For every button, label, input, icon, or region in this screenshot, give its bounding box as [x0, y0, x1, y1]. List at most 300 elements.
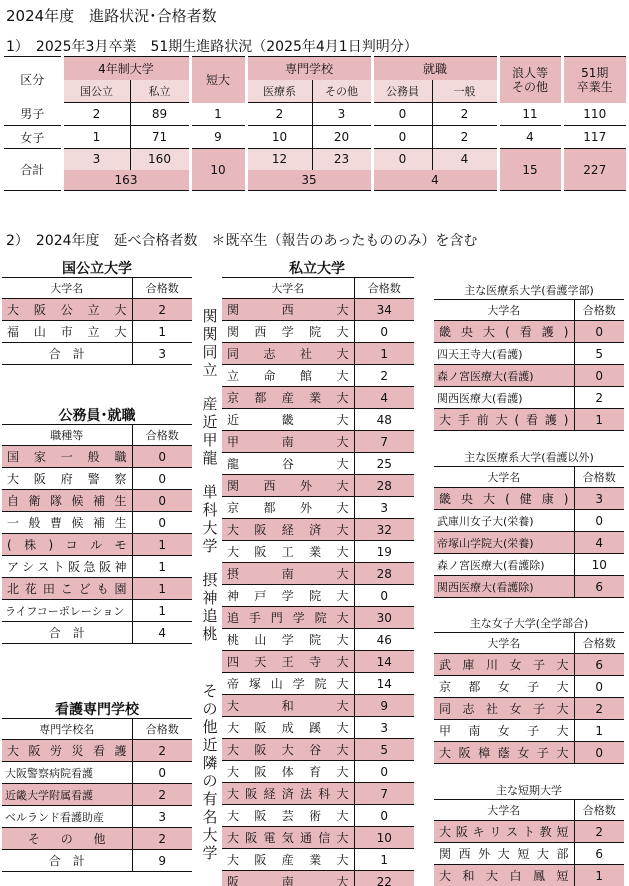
cell: 2: [62, 103, 130, 126]
komuin-title: 公務員･就職: [58, 408, 136, 424]
row-num: 5: [574, 343, 624, 365]
group-label: [198, 651, 222, 886]
row-name: 大阪芸術大: [222, 805, 354, 827]
table-row: [434, 387, 624, 409]
tandai-table: [434, 799, 624, 886]
table-row: [198, 409, 414, 431]
row-name: 帝塚山学院大: [222, 673, 354, 695]
table-row: [198, 849, 414, 871]
row-name: 甲南女子大: [434, 720, 574, 742]
row-name: 大阪キリスト教短: [434, 821, 574, 843]
row-name: 関西医療大(看護): [434, 387, 574, 409]
table-row: [434, 488, 624, 510]
row-num: 3: [354, 497, 414, 519]
row-num: 0: [132, 762, 192, 784]
group-label-char: そ: [202, 681, 218, 700]
col-header: 合格数: [574, 300, 624, 321]
row-num: 3: [574, 488, 624, 510]
table-row: [434, 554, 624, 576]
col-header: 大学名: [434, 300, 574, 321]
col-header: 職種等: [2, 425, 132, 446]
cell: 2: [432, 126, 498, 149]
table-row: [2, 446, 192, 468]
kango-title: 看護専門学校: [55, 702, 139, 718]
row-name: 一般曹候補生: [2, 512, 132, 534]
row-name: 大阪体育大: [222, 761, 354, 783]
joshi-table: [434, 632, 624, 764]
cell: 1: [62, 126, 130, 149]
group-label-char: 他: [202, 717, 218, 736]
table-row: [2, 762, 192, 784]
row-name: 森ノ宮医療大(看護除): [434, 554, 574, 576]
shiritsu-title: 私立大学: [289, 261, 345, 277]
group-label-char: の: [202, 699, 218, 718]
row-name: 大手前大(看護): [434, 409, 574, 431]
row-num: 6: [574, 576, 624, 598]
table-row: [2, 600, 192, 622]
col-header: 合格数: [574, 800, 624, 821]
row-name: 近畿大学附属看護: [2, 784, 132, 806]
row-num: 1: [132, 556, 192, 578]
kokko-title: 国公立大学: [62, 261, 132, 277]
table-row: [198, 453, 414, 475]
row-name: 大阪公立大: [2, 299, 132, 321]
group-label: [198, 475, 222, 563]
table-row: [198, 695, 414, 717]
row-label: 男子: [4, 103, 62, 126]
table-row: [198, 519, 414, 541]
iryo-kango-table: [434, 299, 624, 431]
group-label-char: 単: [202, 482, 218, 501]
table-row: [2, 490, 192, 512]
row-num: 1: [132, 578, 192, 600]
col-header: 大学名: [434, 467, 574, 488]
row-name: 大阪経済法科大: [222, 783, 354, 805]
total-label: 合 計: [2, 850, 132, 872]
row-name: 大阪樟蔭女子大: [434, 742, 574, 764]
group-label-char: 近: [202, 412, 218, 431]
table-row: [434, 576, 624, 598]
col-header: 大学名: [434, 633, 574, 654]
row-name: 大和大白鳳短: [434, 865, 574, 886]
table-row: [198, 739, 414, 761]
row-name: 大阪府警察: [2, 468, 132, 490]
table-row: [198, 343, 414, 365]
table-row: [198, 827, 414, 849]
row-name: 京都外大: [222, 497, 354, 519]
col-header: 合格数: [132, 278, 192, 299]
row-name: 大阪工業大: [222, 541, 354, 563]
col-header: 大学名: [2, 278, 132, 299]
row-name: 甲南大: [222, 431, 354, 453]
group-label-char: 産: [202, 394, 218, 413]
row-num: 19: [354, 541, 414, 563]
table-row: [2, 806, 192, 828]
table-row: [434, 821, 624, 843]
table-total: [2, 343, 192, 365]
table-row: [434, 365, 624, 387]
kango-table: [2, 718, 192, 872]
cell: 10: [246, 126, 312, 149]
joshi-title: 主な女子大学(全学部合): [469, 617, 589, 630]
col-header: 合格数: [574, 467, 624, 488]
col-header: 専門学校名: [2, 719, 132, 740]
cell: 71: [130, 126, 190, 149]
row-name: 同志社大: [222, 343, 354, 365]
header-ronin-1: 浪人等: [511, 65, 548, 80]
table-row: [434, 654, 624, 676]
summary-row-female: [4, 126, 626, 149]
table-row: [198, 387, 414, 409]
header-shiritsu: 私立: [130, 80, 190, 103]
row-num: 14: [354, 651, 414, 673]
row-num: 0: [574, 510, 624, 532]
row-num: 1: [354, 343, 414, 365]
table-row: [2, 740, 192, 762]
header-sonota: その他: [312, 80, 372, 103]
table-row: [198, 871, 414, 886]
table-row: [2, 299, 192, 321]
row-name: 自衛隊候補生: [2, 490, 132, 512]
group-label-char: 甲: [202, 430, 218, 449]
header-ronin-2: その他: [511, 79, 548, 94]
row-num: 25: [354, 453, 414, 475]
row-name: (株)コルモ: [2, 534, 132, 556]
table-row: [434, 742, 624, 764]
row-num: 48: [354, 409, 414, 431]
row-name: 同志社女子大: [434, 698, 574, 720]
cell: 9: [190, 126, 246, 149]
row-name: 大阪成蹊大: [222, 717, 354, 739]
col-header: 合格数: [132, 425, 192, 446]
table-row: [198, 321, 414, 343]
row-name: 阪南大: [222, 871, 354, 886]
row-name: ベルランド看護助産: [2, 806, 132, 828]
total-num: 3: [132, 343, 192, 365]
row-num: 1: [132, 600, 192, 622]
shiritsu-block: [198, 277, 414, 886]
row-num: 2: [574, 821, 624, 843]
cell: 0: [372, 103, 432, 126]
row-name: 桃山学院大: [222, 629, 354, 651]
row-num: 7: [354, 783, 414, 805]
row-name: 大阪警察病院看護: [2, 762, 132, 784]
header-shushoku: 就職: [372, 57, 498, 80]
table-row: [198, 651, 414, 673]
row-name: 武庫川女子大(栄養): [434, 510, 574, 532]
table-row: [198, 607, 414, 629]
group-label: [198, 563, 222, 651]
total-label: 合 計: [2, 622, 132, 644]
row-num: 3: [132, 806, 192, 828]
cell: 23: [312, 149, 372, 170]
table-row: [198, 673, 414, 695]
row-num: 1: [574, 409, 624, 431]
row-name: 北花田こども園: [2, 578, 132, 600]
row-name: 関西学院大: [222, 321, 354, 343]
header-ippan: 一般: [432, 80, 498, 103]
table-row: [434, 843, 624, 865]
group-label-char: 桃: [202, 624, 218, 643]
group-label-char: 龍: [202, 448, 218, 467]
row-name: 国家一般職: [2, 446, 132, 468]
table-row: [434, 409, 624, 431]
cell: 160: [130, 149, 190, 170]
row-num: 0: [132, 512, 192, 534]
row-num: 7: [354, 431, 414, 453]
row-name: 大阪大谷大: [222, 739, 354, 761]
row-num: 9: [354, 695, 414, 717]
total-num: 4: [132, 622, 192, 644]
page-title: 2024年度 進路状況･合格者数: [6, 7, 217, 25]
row-label: 女子: [4, 126, 62, 149]
row-num: 10: [354, 827, 414, 849]
row-num: 22: [354, 871, 414, 886]
row-name: 龍谷大: [222, 453, 354, 475]
table-row: [2, 556, 192, 578]
row-num: 2: [574, 387, 624, 409]
row-num: 0: [574, 742, 624, 764]
col-header: 合格数: [354, 278, 414, 299]
cell: 110: [562, 103, 626, 126]
row-num: 32: [354, 519, 414, 541]
row-name: その他: [2, 828, 132, 850]
header-kokuritsu: 国公立: [62, 80, 130, 103]
row-num: 0: [574, 676, 624, 698]
iryo-other-title: 主な医療系大学(看護以外): [464, 451, 594, 464]
table-row: [198, 431, 414, 453]
cell: 35: [246, 170, 372, 191]
cell: 10: [190, 149, 246, 191]
cell: 2: [246, 103, 312, 126]
cell: 20: [312, 126, 372, 149]
cell: 2: [432, 103, 498, 126]
cell: 0: [372, 126, 432, 149]
total-num: 9: [132, 850, 192, 872]
table-row: [198, 563, 414, 585]
table-row: [2, 512, 192, 534]
komuin-table: [2, 424, 192, 644]
cell: 3: [62, 149, 130, 170]
table-row: [2, 828, 192, 850]
cell: 4: [498, 126, 562, 149]
col-header: 合格数: [132, 719, 192, 740]
header-komu: 公務員: [372, 80, 432, 103]
group-label-char: 近: [202, 735, 218, 754]
table-row: [198, 299, 414, 321]
row-name: 武庫川女子大: [434, 654, 574, 676]
row-num: 1: [132, 321, 192, 343]
row-num: 28: [354, 563, 414, 585]
group-label-char: の: [202, 771, 218, 790]
group-label-char: 大: [202, 825, 218, 844]
table-row: [198, 783, 414, 805]
row-num: 2: [574, 698, 624, 720]
row-num: 2: [132, 784, 192, 806]
table-total: [2, 622, 192, 644]
shiritsu-table: [198, 277, 414, 886]
cell: 89: [130, 103, 190, 126]
row-num: 30: [354, 607, 414, 629]
col-header: 大学名: [434, 800, 574, 821]
row-num: 0: [354, 585, 414, 607]
section2-heading: 2） 2024年度 延べ合格者数 ＊既卒生（報告のあったもののみ）を含む: [6, 233, 478, 249]
group-label-char: 学: [202, 536, 218, 555]
table-row: [434, 698, 624, 720]
row-num: 28: [354, 475, 414, 497]
row-num: 3: [354, 717, 414, 739]
table-row: [198, 761, 414, 783]
row-name: 大阪電気通信大: [222, 827, 354, 849]
cell: 1: [190, 103, 246, 126]
row-name: 関西大: [222, 299, 354, 321]
row-name: 帝塚山学院大(栄養): [434, 532, 574, 554]
header-senmon: 専門学校: [246, 57, 372, 80]
summary-row-total: [4, 149, 626, 170]
row-name: 関西医療大(看護除): [434, 576, 574, 598]
row-num: 0: [574, 321, 624, 343]
row-num: 0: [574, 365, 624, 387]
group-label-char: 神: [202, 588, 218, 607]
header-ki-2: 卒業生: [576, 79, 613, 94]
group-label-char: 学: [202, 843, 218, 862]
table-row: [198, 497, 414, 519]
group-label-char: 大: [202, 518, 218, 537]
row-num: 1: [574, 865, 624, 886]
group-label-char: 隣: [202, 753, 218, 772]
row-name: 立命館大: [222, 365, 354, 387]
row-num: 0: [354, 761, 414, 783]
header-ki: [562, 57, 626, 103]
row-num: 2: [132, 299, 192, 321]
cell: 0: [372, 149, 432, 170]
group-label-char: 同: [202, 342, 218, 361]
row-name: 大和大: [222, 695, 354, 717]
row-num: 46: [354, 629, 414, 651]
group-label-char: 立: [202, 360, 218, 379]
row-num: 0: [354, 321, 414, 343]
group-label-char: 有: [202, 789, 218, 808]
cell: 163: [62, 170, 190, 191]
row-name: 関西外大短大部: [434, 843, 574, 865]
row-name: 森ノ宮医療大(看護): [434, 365, 574, 387]
row-name: 大阪労災看護: [2, 740, 132, 762]
table-row: [2, 784, 192, 806]
header-kubun: 区分: [4, 57, 62, 103]
group-label: [198, 299, 222, 387]
iryo-kango-title: 主な医療系大学(看護学部): [464, 284, 594, 297]
summary-row-male: [4, 103, 626, 126]
row-name: 神戸学院大: [222, 585, 354, 607]
cell: 3: [312, 103, 372, 126]
row-num: 1: [574, 720, 624, 742]
row-num: 0: [132, 468, 192, 490]
group-label-char: 名: [202, 807, 218, 826]
header-univ: 4年制大学: [62, 57, 190, 80]
group-label-char: 関: [202, 324, 218, 343]
table-row: [198, 365, 414, 387]
row-num: 6: [574, 654, 624, 676]
row-name: 京都女子大: [434, 676, 574, 698]
section1-heading: 1） 2025年3月卒業 51期生進路状況（2025年4月1日判明分）: [6, 39, 418, 55]
table-row: [434, 720, 624, 742]
group-label-char: 摂: [202, 570, 218, 589]
table-row: [198, 475, 414, 497]
header-ki-1: 51期: [581, 65, 609, 80]
group-label-char: 科: [202, 500, 218, 519]
header-tandai: 短大: [190, 57, 246, 103]
cell: 12: [246, 149, 312, 170]
row-num: 14: [354, 673, 414, 695]
cell: 15: [498, 149, 562, 191]
group-label-char: 関: [202, 306, 218, 325]
row-num: 2: [132, 740, 192, 762]
row-name: 畿央大(健康): [434, 488, 574, 510]
row-name: 大阪経済大: [222, 519, 354, 541]
kokko-table: [2, 277, 192, 365]
row-num: 0: [132, 446, 192, 468]
table-row: [434, 321, 624, 343]
iryo-other-table: [434, 466, 624, 598]
cell: 4: [372, 170, 498, 191]
row-name: アシスト阪急阪神: [2, 556, 132, 578]
row-num: 2: [354, 365, 414, 387]
table-row: [434, 343, 624, 365]
table-row: [434, 510, 624, 532]
table-row: [198, 629, 414, 651]
row-num: 4: [574, 532, 624, 554]
col-header: 合格数: [574, 633, 624, 654]
table-row: [198, 585, 414, 607]
row-num: 0: [132, 490, 192, 512]
row-name: ライフコーポレーション: [2, 600, 132, 622]
row-num: 34: [354, 299, 414, 321]
row-name: 近畿大: [222, 409, 354, 431]
row-name: 大阪産業大: [222, 849, 354, 871]
col-header: 大学名: [222, 278, 354, 299]
row-name: 四天王寺大: [222, 651, 354, 673]
table-total: [2, 850, 192, 872]
row-num: 6: [574, 843, 624, 865]
row-name: 京都産業大: [222, 387, 354, 409]
row-num: 5: [354, 739, 414, 761]
row-num: 0: [354, 805, 414, 827]
header-ronin: [498, 57, 562, 103]
cell: 4: [432, 149, 498, 170]
group-label: [198, 387, 222, 475]
table-row: [2, 468, 192, 490]
total-label: 合 計: [2, 343, 132, 365]
row-name: 四天王寺大(看護): [434, 343, 574, 365]
row-name: 畿央大(看護): [434, 321, 574, 343]
row-name: 関西外大: [222, 475, 354, 497]
row-name: 福山市立大: [2, 321, 132, 343]
table-row: [198, 541, 414, 563]
header-iryo: 医療系: [246, 80, 312, 103]
table-row: [2, 534, 192, 556]
cell: 117: [562, 126, 626, 149]
row-num: 2: [132, 828, 192, 850]
table-row: [434, 865, 624, 886]
summary-table: [4, 56, 626, 191]
table-row: [2, 321, 192, 343]
table-row: [434, 676, 624, 698]
group-label-char: 追: [202, 606, 218, 625]
tandai-title: 主な短期大学: [496, 784, 562, 797]
row-label: 合計: [4, 149, 62, 191]
cell: 11: [498, 103, 562, 126]
row-name: 追手門学院大: [222, 607, 354, 629]
